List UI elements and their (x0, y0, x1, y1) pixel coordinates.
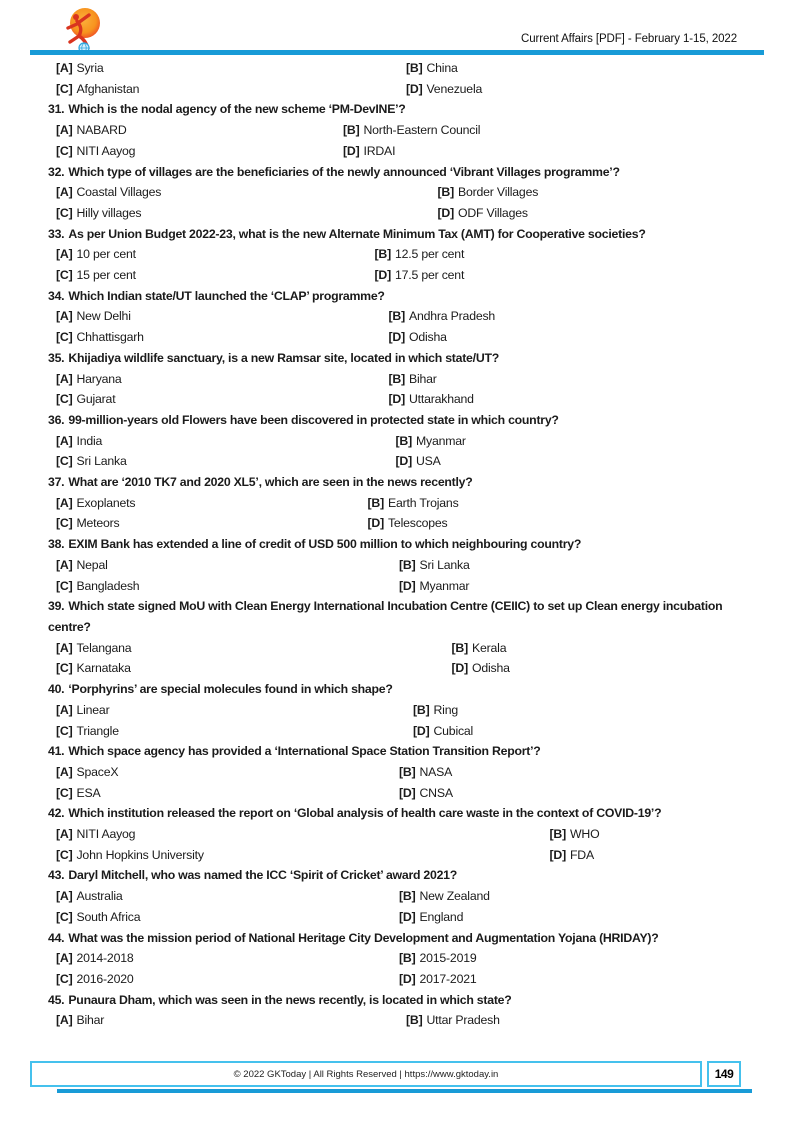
options-row-ab (48, 244, 756, 265)
option-a (56, 58, 406, 79)
options-row-cd (48, 721, 756, 742)
question-number: 41. (48, 744, 65, 759)
option-d (368, 513, 448, 534)
sun-circle-icon (70, 8, 100, 38)
option-b-label: [B] (388, 371, 405, 386)
option-a-label: [A] (56, 557, 73, 572)
question-number: 36. (48, 412, 65, 427)
options-row-ab (48, 431, 756, 452)
option-a (56, 431, 396, 452)
header-divider-bar (30, 50, 764, 55)
option-b (413, 700, 458, 721)
option-b-label: [B] (399, 557, 416, 572)
options-row-ab (48, 120, 756, 141)
option-d-text: CNSA (419, 785, 453, 800)
question-text (48, 472, 756, 493)
option-c-text: ESA (76, 785, 101, 800)
option-a-text: Bihar (76, 1013, 105, 1028)
option-b-label: [B] (406, 1013, 423, 1028)
question-block (48, 990, 756, 1031)
options-row-cd (48, 141, 756, 162)
option-b-text: 2015-2019 (419, 951, 477, 966)
options-row-ab (48, 638, 756, 659)
options-row-cd (48, 513, 756, 534)
question-text (48, 410, 756, 431)
option-c-text: Afghanistan (76, 81, 140, 96)
option-a-label: [A] (56, 889, 73, 904)
option-a-text: NABARD (76, 123, 127, 138)
option-c-text: Hilly villages (76, 205, 142, 220)
option-c-label: [C] (56, 81, 73, 96)
option-b (452, 638, 507, 659)
option-b-label: [B] (395, 433, 412, 448)
option-b-label: [B] (437, 185, 454, 200)
option-b (399, 762, 452, 783)
option-b (396, 431, 466, 452)
option-b (399, 948, 477, 969)
page-number: 149 (714, 1067, 734, 1081)
option-a-text: Linear (76, 702, 110, 717)
option-d (406, 79, 482, 100)
options-row-cd (48, 783, 756, 804)
options-row-cd (48, 451, 756, 472)
options-row-cd (48, 907, 756, 928)
option-d (399, 969, 477, 990)
option-c (56, 969, 399, 990)
option-b-label: [B] (399, 764, 416, 779)
options-row-ab (48, 555, 756, 576)
option-c-text: Bangladesh (76, 578, 140, 593)
option-c (56, 576, 399, 597)
option-b-text: Sri Lanka (419, 557, 470, 572)
question-block (48, 286, 756, 348)
option-d-label: [D] (395, 454, 412, 469)
options-row-cd (48, 79, 756, 100)
option-a (56, 306, 389, 327)
option-d-text: FDA (569, 847, 594, 862)
option-c-label: [C] (56, 205, 73, 220)
option-d-label: [D] (451, 661, 468, 676)
option-d-text: 17.5 per cent (394, 268, 465, 283)
option-b-text: Earth Trojans (387, 495, 459, 510)
option-a (56, 824, 550, 845)
option-a-text: New Delhi (76, 309, 131, 324)
question-block (48, 741, 756, 803)
option-b-text: 12.5 per cent (394, 247, 465, 262)
option-b (438, 182, 539, 203)
footer-copyright-text: © 2022 GKToday | All Rights Reserved | https://www.gktoday.in (233, 1068, 499, 1080)
option-b (399, 555, 470, 576)
question-text (48, 224, 756, 245)
question-text (48, 741, 756, 762)
option-b-label: [B] (406, 61, 423, 75)
option-b-label: [B] (367, 495, 384, 510)
option-d-label: [D] (399, 578, 416, 593)
option-c-label: [C] (56, 661, 73, 676)
question-body: EXIM Bank has extended a line of credit of USD 500 million to which neighbouring country? (68, 537, 582, 552)
option-c-text: Karnataka (76, 661, 131, 676)
option-c (56, 203, 438, 224)
options-row-ab (48, 306, 756, 327)
option-d-text: Telescopes (387, 516, 448, 531)
option-d (438, 203, 528, 224)
option-d-text: England (419, 909, 464, 924)
options-row-cd (48, 203, 756, 224)
option-d-label: [D] (367, 516, 384, 531)
footer (30, 1061, 741, 1087)
question-body: ‘Porphyrins’ are special molecules found in which shape? (68, 682, 393, 697)
question-number: 39. (48, 599, 65, 614)
option-b-text: WHO (569, 827, 600, 842)
question-text (48, 990, 756, 1011)
question-block (48, 348, 756, 410)
options-row-cd (48, 969, 756, 990)
option-b (406, 1010, 500, 1031)
option-a-label: [A] (56, 495, 73, 510)
option-d-text: Odisha (408, 330, 447, 345)
question-body: Which state signed MoU with Clean Energy International Incubation Centre (CEIIC) to set up Clean energy incubation centre? (48, 599, 723, 634)
option-a-text: 2014-2018 (76, 951, 134, 966)
option-d (399, 576, 469, 597)
option-c-text: Chhattisgarh (76, 330, 144, 345)
option-d (399, 783, 453, 804)
option-d (452, 658, 510, 679)
question-text (48, 286, 756, 307)
question-number: 33. (48, 226, 65, 241)
option-a (56, 493, 368, 514)
question-number: 40. (48, 682, 65, 697)
option-a (56, 555, 399, 576)
options-row-ab (48, 700, 756, 721)
question-body: Daryl Mitchell, who was named the ICC ‘Spirit of Cricket’ award 2021? (68, 868, 458, 883)
option-a-label: [A] (56, 61, 73, 75)
option-a-text: Syria (76, 61, 104, 75)
option-c (56, 141, 343, 162)
option-b (389, 306, 496, 327)
option-a-label: [A] (56, 123, 73, 138)
options-row-ab (48, 886, 756, 907)
questions-list (48, 58, 756, 1031)
option-b-text: Andhra Pradesh (408, 309, 496, 324)
option-a (56, 369, 389, 390)
option-d-text: Cubical (433, 723, 474, 738)
option-a-label: [A] (56, 764, 73, 779)
option-d-text: Myanmar (419, 578, 470, 593)
option-d-text: 2017-2021 (419, 971, 477, 986)
option-b-label: [B] (549, 827, 566, 842)
option-c (56, 845, 550, 866)
option-a (56, 1010, 406, 1031)
option-a-label: [A] (56, 309, 73, 324)
question-block (48, 803, 756, 865)
option-d-label: [D] (343, 143, 360, 158)
option-b (550, 824, 600, 845)
question-text (48, 679, 756, 700)
option-a-text: India (76, 433, 103, 448)
option-a-label: [A] (56, 951, 73, 966)
option-c-text: 15 per cent (76, 268, 136, 283)
question-text (48, 162, 756, 183)
option-d-label: [D] (549, 847, 566, 862)
question-number: 34. (48, 288, 65, 303)
document-title: Current Affairs [PDF] - February 1-15, 2022 (521, 33, 737, 45)
option-d-label: [D] (399, 971, 416, 986)
options-row-ab (48, 58, 756, 79)
option-b-label: [B] (399, 889, 416, 904)
option-a-label: [A] (56, 1013, 73, 1028)
options-row-cd (48, 658, 756, 679)
option-d-label: [D] (437, 205, 454, 220)
question-body: Which is the nodal agency of the new scheme ‘PM-DevINE’? (68, 102, 406, 117)
question-body: Which Indian state/UT launched the ‘CLAP’ programme? (68, 288, 385, 303)
question-text (48, 865, 756, 886)
option-c (56, 783, 399, 804)
option-a (56, 182, 438, 203)
gktoday-logo-graphic (58, 6, 108, 54)
option-b-label: [B] (343, 123, 360, 138)
option-a (56, 120, 343, 141)
option-c (56, 513, 368, 534)
question-number: 43. (48, 868, 65, 883)
option-d (399, 907, 463, 928)
option-c-text: South Africa (76, 909, 141, 924)
question-number: 44. (48, 930, 65, 945)
option-d (413, 721, 473, 742)
option-a-text: Coastal Villages (76, 185, 162, 200)
option-b-text: Bihar (408, 371, 437, 386)
option-c-text: 2016-2020 (76, 971, 134, 986)
option-b-text: North-Eastern Council (363, 123, 481, 138)
option-d-text: IRDAI (363, 143, 396, 158)
option-a (56, 886, 399, 907)
question-text (48, 596, 756, 637)
option-c-text: Sri Lanka (76, 454, 127, 469)
option-a-label: [A] (56, 640, 73, 655)
question-number: 45. (48, 992, 65, 1007)
question-body: As per Union Budget 2022-23, what is the new Alternate Minimum Tax (AMT) for Cooperative societies? (68, 226, 646, 241)
option-d (389, 327, 447, 348)
option-d (375, 265, 465, 286)
option-a (56, 948, 399, 969)
option-c-label: [C] (56, 723, 73, 738)
option-c-label: [C] (56, 909, 73, 924)
question-number: 42. (48, 806, 65, 821)
option-a-label: [A] (56, 827, 73, 842)
question-body: Punaura Dham, which was seen in the news recently, is located in which state? (68, 992, 512, 1007)
option-a-text: Nepal (76, 557, 108, 572)
footer-accent-bar (57, 1089, 752, 1093)
option-d-label: [D] (388, 330, 405, 345)
option-b (375, 244, 465, 265)
question-text (48, 99, 756, 120)
option-d-label: [D] (388, 392, 405, 407)
option-a-label: [A] (56, 433, 73, 448)
option-c-label: [C] (56, 143, 73, 158)
question-number: 38. (48, 537, 65, 552)
option-a-text: Haryana (76, 371, 122, 386)
option-d-label: [D] (399, 785, 416, 800)
option-b-label: [B] (399, 951, 416, 966)
option-c (56, 327, 389, 348)
gktoday-logo (58, 6, 108, 54)
question-body: Khijadiya wildlife sanctuary, is a new Ramsar site, located in which state/UT? (68, 350, 499, 365)
option-c-label: [C] (56, 578, 73, 593)
options-row-cd (48, 845, 756, 866)
question-block (48, 162, 756, 224)
option-a (56, 638, 452, 659)
question-body: Which institution released the report on ‘Global analysis of health care waste in the context of COVID-19’? (68, 806, 662, 821)
options-row-ab (48, 762, 756, 783)
option-b (399, 886, 490, 907)
option-c-text: Meteors (76, 516, 120, 531)
question-block (48, 410, 756, 472)
question-body: What was the mission period of National Heritage City Development and Augmentation Yojana (HRIDAY)? (68, 930, 659, 945)
option-d-label: [D] (399, 909, 416, 924)
option-c-label: [C] (56, 330, 73, 345)
page-number-box (707, 1061, 741, 1087)
option-b-label: [B] (451, 640, 468, 655)
question-block (48, 224, 756, 286)
option-a-text: Australia (76, 889, 123, 904)
options-row-ab (48, 1010, 756, 1031)
question-body: Which type of villages are the beneficiaries of the newly announced ‘Vibrant Villages programme’? (68, 164, 620, 179)
option-d-label: [D] (374, 268, 391, 283)
option-a-text: Exoplanets (76, 495, 136, 510)
question-text (48, 348, 756, 369)
question-text (48, 803, 756, 824)
footer-copyright-box (30, 1061, 702, 1087)
option-c-text: Triangle (76, 723, 119, 738)
option-b-text: New Zealand (419, 889, 490, 904)
option-c (56, 79, 406, 100)
option-a (56, 762, 399, 783)
option-d-label: [D] (406, 81, 423, 96)
option-d-text: Venezuela (426, 81, 483, 96)
option-c-text: Gujarat (76, 392, 116, 407)
question-body: Which space agency has provided a ‘International Space Station Transition Report’? (68, 744, 541, 759)
option-b-label: [B] (374, 247, 391, 262)
question-number: 32. (48, 164, 65, 179)
question-number: 37. (48, 475, 65, 490)
option-c (56, 907, 399, 928)
option-c-label: [C] (56, 454, 73, 469)
options-row-ab (48, 948, 756, 969)
options-row-cd (48, 327, 756, 348)
option-c (56, 721, 413, 742)
option-c (56, 451, 396, 472)
option-d-text: ODF Villages (457, 205, 528, 220)
option-d-text: USA (415, 454, 441, 469)
option-a-text: 10 per cent (76, 247, 136, 262)
option-a-label: [A] (56, 371, 73, 386)
question-block (48, 58, 756, 99)
option-d (389, 389, 474, 410)
option-d-text: Uttarakhand (408, 392, 474, 407)
question-block (48, 472, 756, 534)
question-body: 99-million-years old Flowers have been discovered in protected state in which country? (68, 412, 559, 427)
option-a-text: SpaceX (76, 764, 119, 779)
option-a (56, 244, 375, 265)
option-c-label: [C] (56, 268, 73, 283)
option-a-label: [A] (56, 702, 73, 717)
option-c-text: NITI Aayog (76, 143, 136, 158)
question-text (48, 534, 756, 555)
option-d (396, 451, 441, 472)
option-b-text: Ring (433, 702, 458, 717)
question-block (48, 679, 756, 741)
options-row-cd (48, 389, 756, 410)
option-c-label: [C] (56, 971, 73, 986)
options-row-ab (48, 824, 756, 845)
question-block (48, 534, 756, 596)
option-b-label: [B] (388, 309, 405, 324)
option-b-text: NASA (419, 764, 453, 779)
option-b (389, 369, 437, 390)
option-b (343, 120, 480, 141)
option-a (56, 700, 413, 721)
option-b (368, 493, 459, 514)
option-b-text: Uttar Pradesh (426, 1013, 500, 1028)
option-c (56, 265, 375, 286)
option-c-text: John Hopkins University (76, 847, 204, 862)
option-b (406, 58, 458, 79)
options-row-cd (48, 265, 756, 286)
option-a-label: [A] (56, 247, 73, 262)
option-b-text: Myanmar (415, 433, 466, 448)
options-row-ab (48, 182, 756, 203)
option-d (550, 845, 594, 866)
options-row-ab (48, 493, 756, 514)
option-a-text: NITI Aayog (76, 827, 136, 842)
option-b-text: Kerala (471, 640, 507, 655)
question-number: 35. (48, 350, 65, 365)
question-block (48, 865, 756, 927)
option-c (56, 389, 389, 410)
question-block (48, 596, 756, 679)
option-b-text: China (426, 61, 458, 75)
question-block (48, 928, 756, 990)
question-body: What are ‘2010 TK7 and 2020 XL5’, which are seen in the news recently? (68, 475, 473, 490)
question-text (48, 928, 756, 949)
option-b-text: Border Villages (457, 185, 539, 200)
option-c-label: [C] (56, 516, 73, 531)
option-d (343, 141, 395, 162)
option-d-text: Odisha (471, 661, 510, 676)
option-b-label: [B] (413, 702, 430, 717)
question-block (48, 99, 756, 161)
option-c-label: [C] (56, 392, 73, 407)
option-c-label: [C] (56, 785, 73, 800)
option-d-label: [D] (413, 723, 430, 738)
option-a-text: Telangana (76, 640, 132, 655)
option-c-label: [C] (56, 847, 73, 862)
question-number: 31. (48, 102, 65, 117)
option-c (56, 658, 452, 679)
options-row-cd (48, 576, 756, 597)
option-a-label: [A] (56, 185, 73, 200)
options-row-ab (48, 369, 756, 390)
